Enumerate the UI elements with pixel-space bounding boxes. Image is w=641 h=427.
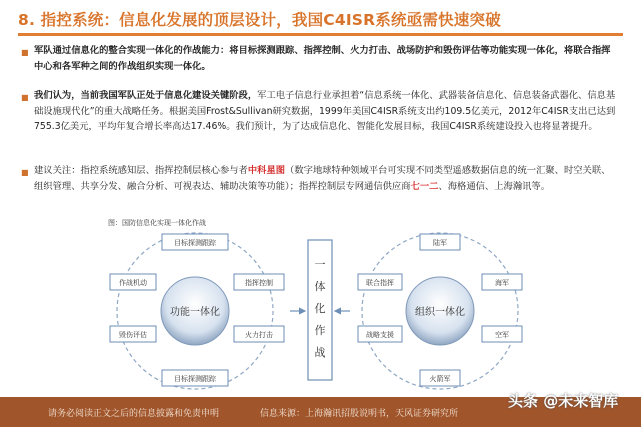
middle-char: 一	[314, 258, 326, 271]
right-center-label: 组织一体化	[415, 307, 465, 318]
middle-char: 体	[314, 280, 326, 293]
left-center-label: 功能一体化	[170, 307, 220, 318]
bullet-3-highlight-2: 七一二	[410, 180, 439, 192]
right-node-label: 空军	[495, 331, 509, 339]
right-node-upper-right	[482, 274, 522, 290]
bullet-3-post: 、海格通信、上海瀚讯等。	[438, 180, 551, 192]
left-node-bottom	[162, 370, 228, 386]
right-node-label: 火箭军	[429, 375, 451, 383]
bullet-2	[22, 88, 618, 135]
right-node-label: 陆军	[433, 239, 447, 247]
right-node-top	[420, 234, 460, 250]
bullet-2-lead: 我们认为，当前我国军队正处于信息化建设关键阶段，	[34, 90, 258, 101]
left-node-top	[162, 234, 228, 250]
bullet-3-highlight-1: 中科星图	[247, 165, 286, 176]
watermark: 头条 @未来智库	[508, 392, 619, 410]
left-node-label: 毁伤评估	[119, 331, 147, 339]
middle-char: 化	[314, 302, 326, 315]
left-node-label: 目标探测跟踪	[174, 239, 216, 247]
left-node-label: 火力打击	[245, 331, 273, 339]
right-node-bottom	[420, 370, 460, 386]
left-node-lower-right	[234, 326, 284, 342]
integration-diagram	[90, 228, 550, 393]
right-node-upper-left	[358, 274, 402, 290]
left-node-lower-left	[110, 326, 156, 342]
left-node-upper-right	[234, 274, 284, 290]
figure-caption: 图：国防信息化实现一体化作战	[108, 219, 206, 227]
right-node-lower-left	[358, 326, 402, 342]
bullet-3-pre: 建议关注：指控系统感知层、指挥控制层核心参与者	[34, 165, 248, 176]
right-node-label: 海军	[495, 279, 509, 287]
bullet-2-body: 军工电子信息行业承担着“信息系统一体化、武器装备信息化、信息装备武器化、信息基础设施现代化”的重大战略任务。根据美国Frost&Sullivan研究数据，1999年美国C4ISR系统支出约109.5亿美元，2012年C4ISR支出已达到755.3亿美元，平均年复合增长率高达17.46%。我们预计，为了达成信息化、智能化发展目标，我国C4ISR系统建设投入也将显著提升。	[34, 90, 616, 132]
right-node-label: 战略支援	[366, 331, 394, 339]
left-node-upper-left	[110, 274, 156, 290]
right-node-label: 联合指挥	[366, 279, 394, 287]
footer-disclaimer: 请务必阅读正文之后的信息披露和免责申明	[48, 409, 220, 419]
middle-char: 作	[314, 324, 326, 337]
bullet-marker-icon: ■	[21, 168, 29, 177]
title-divider	[18, 33, 623, 36]
left-node-label: 作战机动	[119, 279, 147, 287]
page-title: 8. 指控系统：信息化发展的顶层设计，我国C4ISR系统亟需快速突破	[18, 11, 501, 29]
middle-char: 战	[314, 346, 326, 359]
bullet-3	[22, 163, 618, 194]
left-node-label: 指挥控制	[245, 279, 273, 287]
bullet-2-text	[22, 88, 618, 135]
bullet-marker-icon: ■	[21, 48, 29, 57]
bullet-1	[22, 43, 618, 74]
bullet-3-text	[22, 163, 618, 194]
bullet-marker-icon: ■	[21, 93, 29, 102]
footer-source: 信息来源：上海瀚讯招股说明书，天风证券研究所	[260, 409, 459, 419]
right-node-lower-right	[482, 326, 522, 342]
bullet-3-mid: （数字地球特种领域平台可实现不同类型遥感数据信息的统一汇聚、时空关联、组织管理、共享分发、融合分析、可视表达、辅助决策等功能）；指挥控制层专网通信供应商	[34, 165, 611, 192]
left-node-label: 目标探测跟踪	[174, 375, 216, 383]
bullet-1-text: 军队通过信息化的整合实现一体化的作战能力：将目标探测跟踪、指挥控制、火力打击、战场防护和毁伤评估等功能实现一体化，将联合指挥中心和各军种之间的作战组织实现一体化。	[34, 45, 611, 72]
